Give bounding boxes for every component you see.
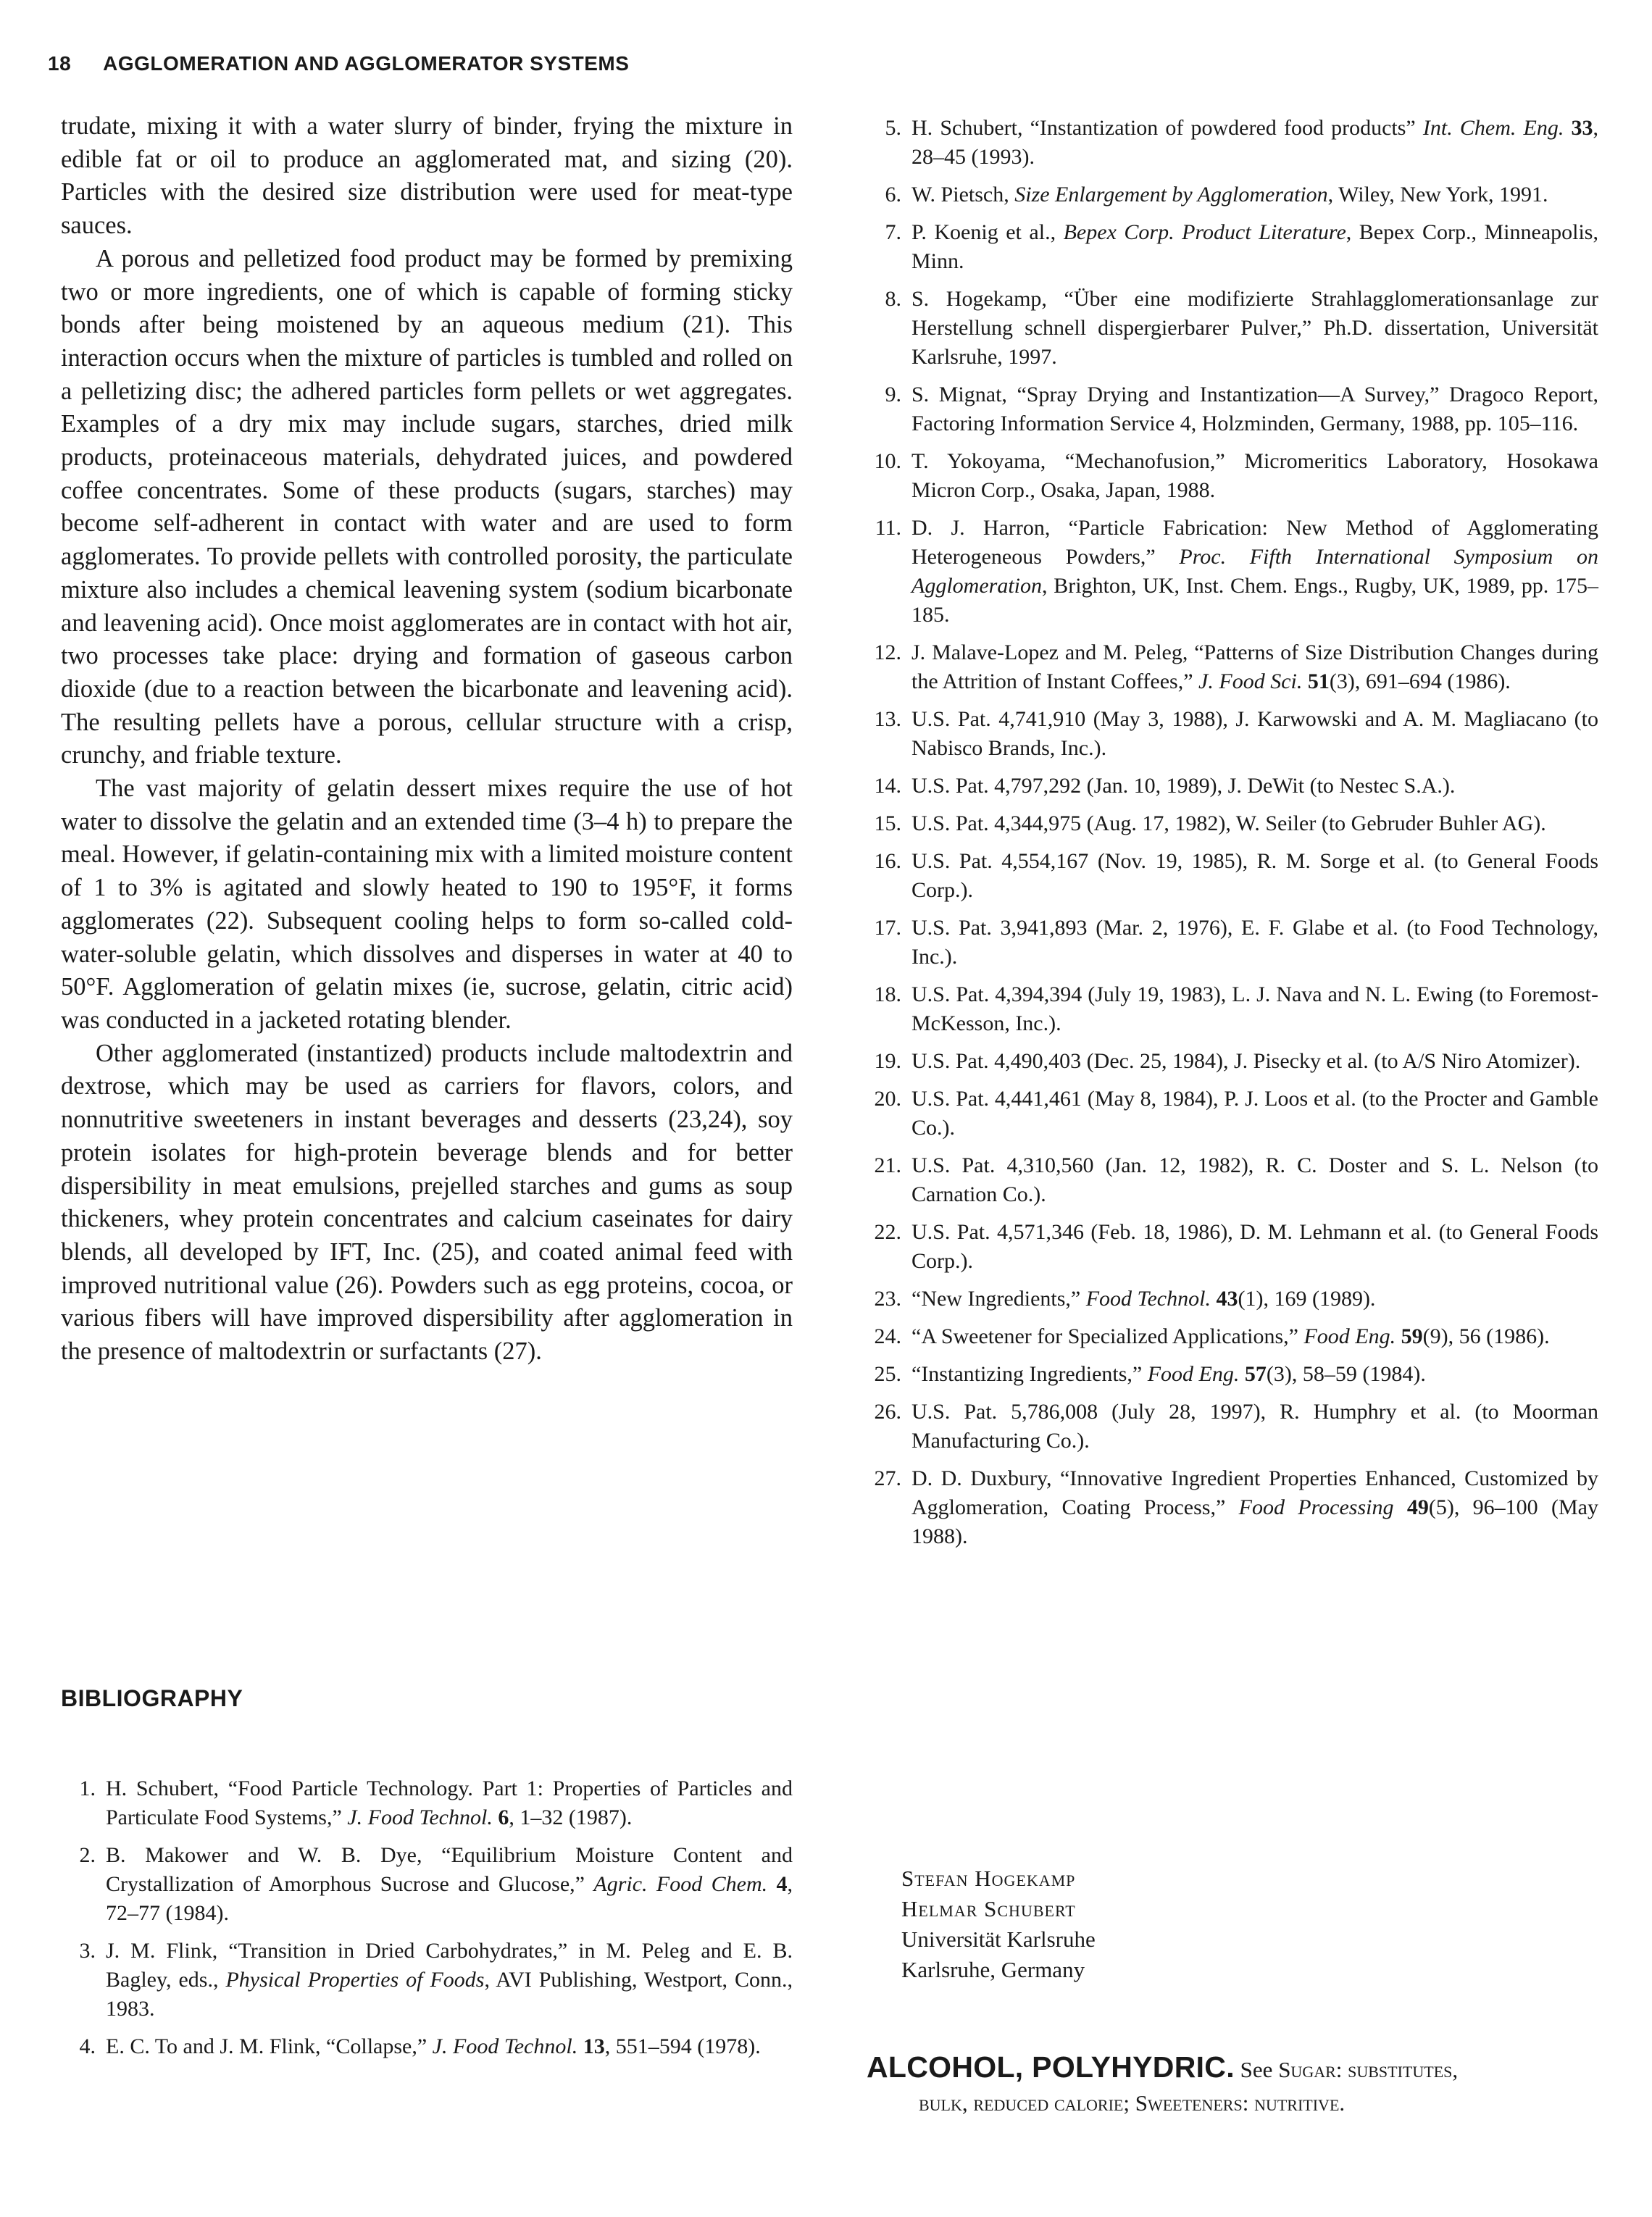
body-paragraph: The vast majority of gelatin dessert mixes require the use of hot water to dissolve the gelatin and an extended time (3–4 h) to prepare the meal. However, if gelatin-containing mix with a limited moisture content of 1 to 3% is agitated and slowly heated to 190 to 195°F, it forms agglomerates (22). Subsequent cooling helps to form so-called cold-water-soluble gelatin, which dissolves and disperses in water at 40 to 50°F. Agglomeration of gelatin mixes (ie, sucrose, gelatin, citric acid) was conducted in a jacketed rotating blender. [61,775,793,1034]
reference-volume: 59 [1401,1324,1423,1348]
reference-number: 20. [874,1087,901,1111]
author-name: Helmar Schubert [901,1896,1076,1921]
reference-text: U.S. Pat. 4,441,461 (May 8, 1984), P. J. Loos et al. (to the Procter and Gamble Co.). [911,1087,1598,1140]
reference-text [1564,116,1571,140]
reference-volume: 4 [776,1872,788,1896]
reference-volume: 49 [1406,1495,1429,1519]
reference-volume: 13 [583,2034,605,2058]
reference-text: W. Pietsch, [911,183,1015,206]
bibliography-entry [867,809,1598,838]
reference-text: P. Koenig et al., [911,220,1064,244]
reference-text: U.S. Pat. 4,571,346 (Feb. 18, 1986), D. M. Lehmann et al. (to General Foods Corp.). [911,1220,1598,1273]
bibliography-entry [61,1937,793,2024]
body-text [61,110,793,1369]
bibliography-entry [867,772,1598,801]
bibliography-entry [867,447,1598,505]
bibliography-entry [867,1398,1598,1456]
reference-number: 4. [79,2034,96,2058]
bibliography-entry [61,1774,793,1832]
reference-number: 7. [885,220,901,244]
reference-text: B. Makower and W. B. Dye, “Equilibrium Moisture Content and Crystallization of Amorphous Sucrose and Glucose,” [106,1843,793,1896]
reference-number: 6. [885,183,901,206]
body-paragraph: trudate, mixing it with a water slurry of binder, frying the mixture in edible fat or oil to produce an agglomerated mat, and sizing (20). Particles with the desired size distribution were used for meat-type sauces. [61,112,793,240]
reference-number: 22. [874,1220,901,1244]
reference-number: 23. [874,1287,901,1311]
reference-text: U.S. Pat. 4,797,292 (Jan. 10, 1989), J. DeWit (to Nestec S.A.). [911,774,1456,798]
reference-text: (1), 169 (1989). [1238,1287,1376,1311]
reference-text: (5), 96–100 (May 1988). [911,1495,1598,1548]
reference-text: “New Ingredients,” [911,1287,1086,1311]
reference-text: D. J. Harron, “Particle Fabrication: New Method of Agglomerating Heterogeneous Powders,” [911,516,1598,569]
reference-number: 16. [874,849,901,873]
body-paragraph: Other agglomerated (instantized) products include maltodextrin and dextrose, which may be used as carriers for flavors, colors, and nonnutritive sweeteners in instant beverages and desserts (23,24), soy protein isolates for high-protein beverage blends and for better dispersibility in meat emulsions, prejelled starches and gums as soup thickeners, whey protein concentrates and calcium caseinates for dairy blends, all developed by IFT, Inc. (25), and coated animal feed with improved nutritional value (26). Powders such as egg proteins, cocoa, or various fibers will have improved dispersibility after agglomeration in the presence of maltodextrin or surfactants (27). [61,1039,793,1366]
reference-volume: 43 [1216,1287,1238,1311]
bibliography-entry [61,2032,793,2061]
reference-volume: 51 [1307,669,1330,693]
bibliography-entry [867,218,1598,276]
reference-number: 9. [885,383,901,406]
reference-source: Int. Chem. Eng. [1422,116,1564,140]
reference-text: U.S. Pat. 4,554,167 (Nov. 19, 1985), R. M. Sorge et al. (to General Foods Corp.). [911,849,1598,902]
bibliography-list-right [867,114,1598,1560]
reference-text: U.S. Pat. 4,310,560 (Jan. 12, 1982), R. C. Doster and S. L. Nelson (to Carnation Co.). [911,1153,1598,1206]
reference-source: J. Food Technol. [347,1805,493,1829]
running-title: AGGLOMERATION AND AGGLOMERATOR SYSTEMS [103,52,630,75]
reference-source: Proc. Fifth International Symposium on Agglomeration [911,545,1598,598]
reference-text: , Bepex Corp., Minneapolis, Minn. [911,220,1598,273]
bibliography-entry [867,1360,1598,1389]
see-label: See [1234,2057,1279,2082]
see-target-continued[interactable]: bulk, reduced calorie; Sweeteners: nutritive. [919,2090,1346,2116]
reference-text [1239,1362,1245,1386]
reference-text: “Instantizing Ingredients,” [911,1362,1148,1386]
reference-number: 12. [874,640,901,664]
author-location: Karlsruhe, Germany [901,1957,1085,1982]
reference-text: U.S. Pat. 4,741,910 (May 3, 1988), J. Karwowski and A. M. Magliacano (to Nabisco Brands, Inc.). [911,707,1598,760]
bibliography-entry [867,1285,1598,1314]
reference-text: U.S. Pat. 4,490,403 (Dec. 25, 1984), J. Pisecky et al. (to A/S Niro Atomizer). [911,1049,1581,1073]
reference-text: J. M. Flink, “Transition in Dried Carbohydrates,” in M. Peleg and E. B. Bagley, eds., [106,1939,793,1992]
reference-number: 15. [874,811,901,835]
author-affiliation: Universität Karlsruhe [901,1926,1096,1952]
reference-number: 14. [874,774,901,798]
reference-number: 8. [885,287,901,311]
reference-source: J. Food Sci. [1198,669,1303,693]
page-number: 18 [48,52,72,75]
reference-volume: 6 [498,1805,509,1829]
reference-source: Food Eng. [1303,1324,1396,1348]
reference-text [1396,1324,1401,1348]
reference-source: Physical Properties of Foods [225,1968,485,1992]
cross-reference [867,2050,1598,2120]
bibliography-list-left [61,1774,793,2070]
reference-text: (3), 58–59 (1984). [1266,1362,1426,1386]
bibliography-entry [867,705,1598,763]
entry-headword: ALCOHOL, POLYHYDRIC. [867,2050,1235,2084]
bibliography-entry [867,1151,1598,1209]
reference-number: 26. [874,1400,901,1424]
reference-source: Food Processing [1238,1495,1394,1519]
reference-number: 18. [874,982,901,1006]
reference-volume: 33 [1571,116,1593,140]
reference-text: “A Sweetener for Specialized Applications,” [911,1324,1304,1348]
reference-source: Food Eng. [1147,1362,1240,1386]
reference-source: Agric. Food Chem. [593,1872,768,1896]
reference-source: J. Food Technol. [432,2034,578,2058]
reference-text: , Brighton, UK, Inst. Chem. Engs., Rugby, UK, 1989, pp. 175–185. [911,574,1598,627]
reference-text: , 28–45 (1993). [911,116,1598,169]
reference-text: , 551–594 (1978). [604,2034,761,2058]
reference-text [1394,1495,1407,1519]
reference-source: Size Enlargement by Agglomeration [1014,183,1328,206]
reference-text [1302,669,1308,693]
reference-text: U.S. Pat. 5,786,008 (July 28, 1997), R. Humphry et al. (to Moorman Manufacturing Co.). [911,1400,1598,1453]
bibliography-entry [867,980,1598,1038]
reference-text: , AVI Publishing, Westport, Conn., 1983. [106,1968,793,2021]
bibliography-entry [867,1322,1598,1351]
reference-number: 19. [874,1049,901,1073]
reference-text [767,1872,776,1896]
reference-text: E. C. To and J. M. Flink, “Collapse,” [106,2034,433,2058]
reference-number: 25. [874,1362,901,1386]
reference-number: 3. [79,1939,96,1963]
reference-text: S. Hogekamp, “Über eine modifizierte Strahlagglomerationsanlage zur Herstellung schnell dispergierbarer Pulver,” Ph.D. dissertation, Universität Karlsruhe, 1997. [911,287,1598,369]
reference-source: Food Technol. [1085,1287,1211,1311]
running-head [48,52,629,75]
bibliography-entry [867,380,1598,438]
reference-text: D. D. Duxbury, “Innovative Ingredient Properties Enhanced, Customized by Agglomeration, Coating Process,” [911,1466,1598,1519]
reference-text: T. Yokoyama, “Mechanofusion,” Micromeritics Laboratory, Hosokawa Micron Corp., Osaka, Japan, 1988. [911,449,1598,502]
reference-text [577,2034,583,2058]
bibliography-entry [867,847,1598,905]
reference-number: 24. [874,1324,901,1348]
reference-number: 11. [875,516,901,540]
reference-number: 1. [79,1776,96,1800]
bibliography-entry [867,638,1598,696]
reference-number: 10. [874,449,901,473]
reference-text: , Wiley, New York, 1991. [1327,183,1548,206]
bibliography-entry [867,180,1598,209]
reference-text: (9), 56 (1986). [1422,1324,1550,1348]
bibliography-entry [867,1047,1598,1076]
bibliography-entry [867,1085,1598,1143]
reference-text: S. Mignat, “Spray Drying and Instantization—A Survey,” Dragoco Report, Factoring Information Service 4, Holzminden, Germany, 1988, pp. 105–116. [911,383,1598,435]
reference-text: U.S. Pat. 4,394,394 (July 19, 1983), L. J. Nava and N. L. Ewing (to Foremost-McKesson, Inc.). [911,982,1598,1035]
bibliography-entry [61,1841,793,1928]
reference-text: , 72–77 (1984). [106,1872,793,1925]
reference-volume: 57 [1244,1362,1267,1386]
bibliography-entry [867,1218,1598,1276]
reference-source: Bepex Corp. Product Literature [1063,220,1346,244]
author-name: Stefan Hogekamp [901,1866,1076,1891]
reference-text: (3), 691–694 (1986). [1329,669,1511,693]
reference-number: 27. [874,1466,901,1490]
bibliography-entry [867,1464,1598,1551]
reference-number: 5. [885,116,901,140]
body-paragraph: A porous and pelletized food product may be formed by premixing two or more ingredients, one of which is capable of forming sticky bonds after being moistened by an aqueous medium (21). This interaction occurs when the mixture of particles is tumbled and rolled on a pelletizing disc; the adhered particles form pellets or wet aggregates. Examples of a dry mix may include sugars, starches, dried milk products, proteinaceous materials, dehydrated juices, and powdered coffee concentrates. Some of these products (sugars, starches) may become self-adherent in contact with water and are used to form agglomerates. To provide pellets with controlled porosity, the particulate mixture also includes a chemical leavening system (sodium bicarbonate and leavening acid). Once moist agglomerates are in contact with hot air, two processes take place: drying and formation of gaseous carbon dioxide (due to a reaction between the bicarbonate and leavening acid). The resulting pellets have a porous, cellular structure with a crisp, crunchy, and friable texture. [61,244,793,769]
bibliography-entry [867,514,1598,630]
bibliography-entry [867,114,1598,172]
reference-text: J. Malave-Lopez and M. Peleg, “Patterns of Size Distribution Changes during the Attrition of Instant Coffees,” [911,640,1598,693]
bibliography-entry [867,914,1598,972]
reference-text: H. Schubert, “Food Particle Technology. Part 1: Properties of Particles and Particulate Food Systems,” [106,1776,793,1829]
reference-text: H. Schubert, “Instantization of powdered food products” [911,116,1423,140]
reference-number: 2. [79,1843,96,1867]
see-target[interactable]: Sugar: substitutes, [1278,2057,1459,2082]
reference-number: 21. [874,1153,901,1177]
bibliography-heading: BIBLIOGRAPHY [61,1685,243,1711]
author-block [901,1863,1096,1985]
bibliography-entry [867,285,1598,372]
reference-text: U.S. Pat. 3,941,893 (Mar. 2, 1976), E. F. Glabe et al. (to Food Technology, Inc.). [911,916,1598,969]
reference-text: U.S. Pat. 4,344,975 (Aug. 17, 1982), W. Seiler (to Gebruder Buhler AG). [911,811,1546,835]
reference-text: , 1–32 (1987). [509,1805,633,1829]
reference-number: 13. [874,707,901,731]
reference-number: 17. [874,916,901,940]
